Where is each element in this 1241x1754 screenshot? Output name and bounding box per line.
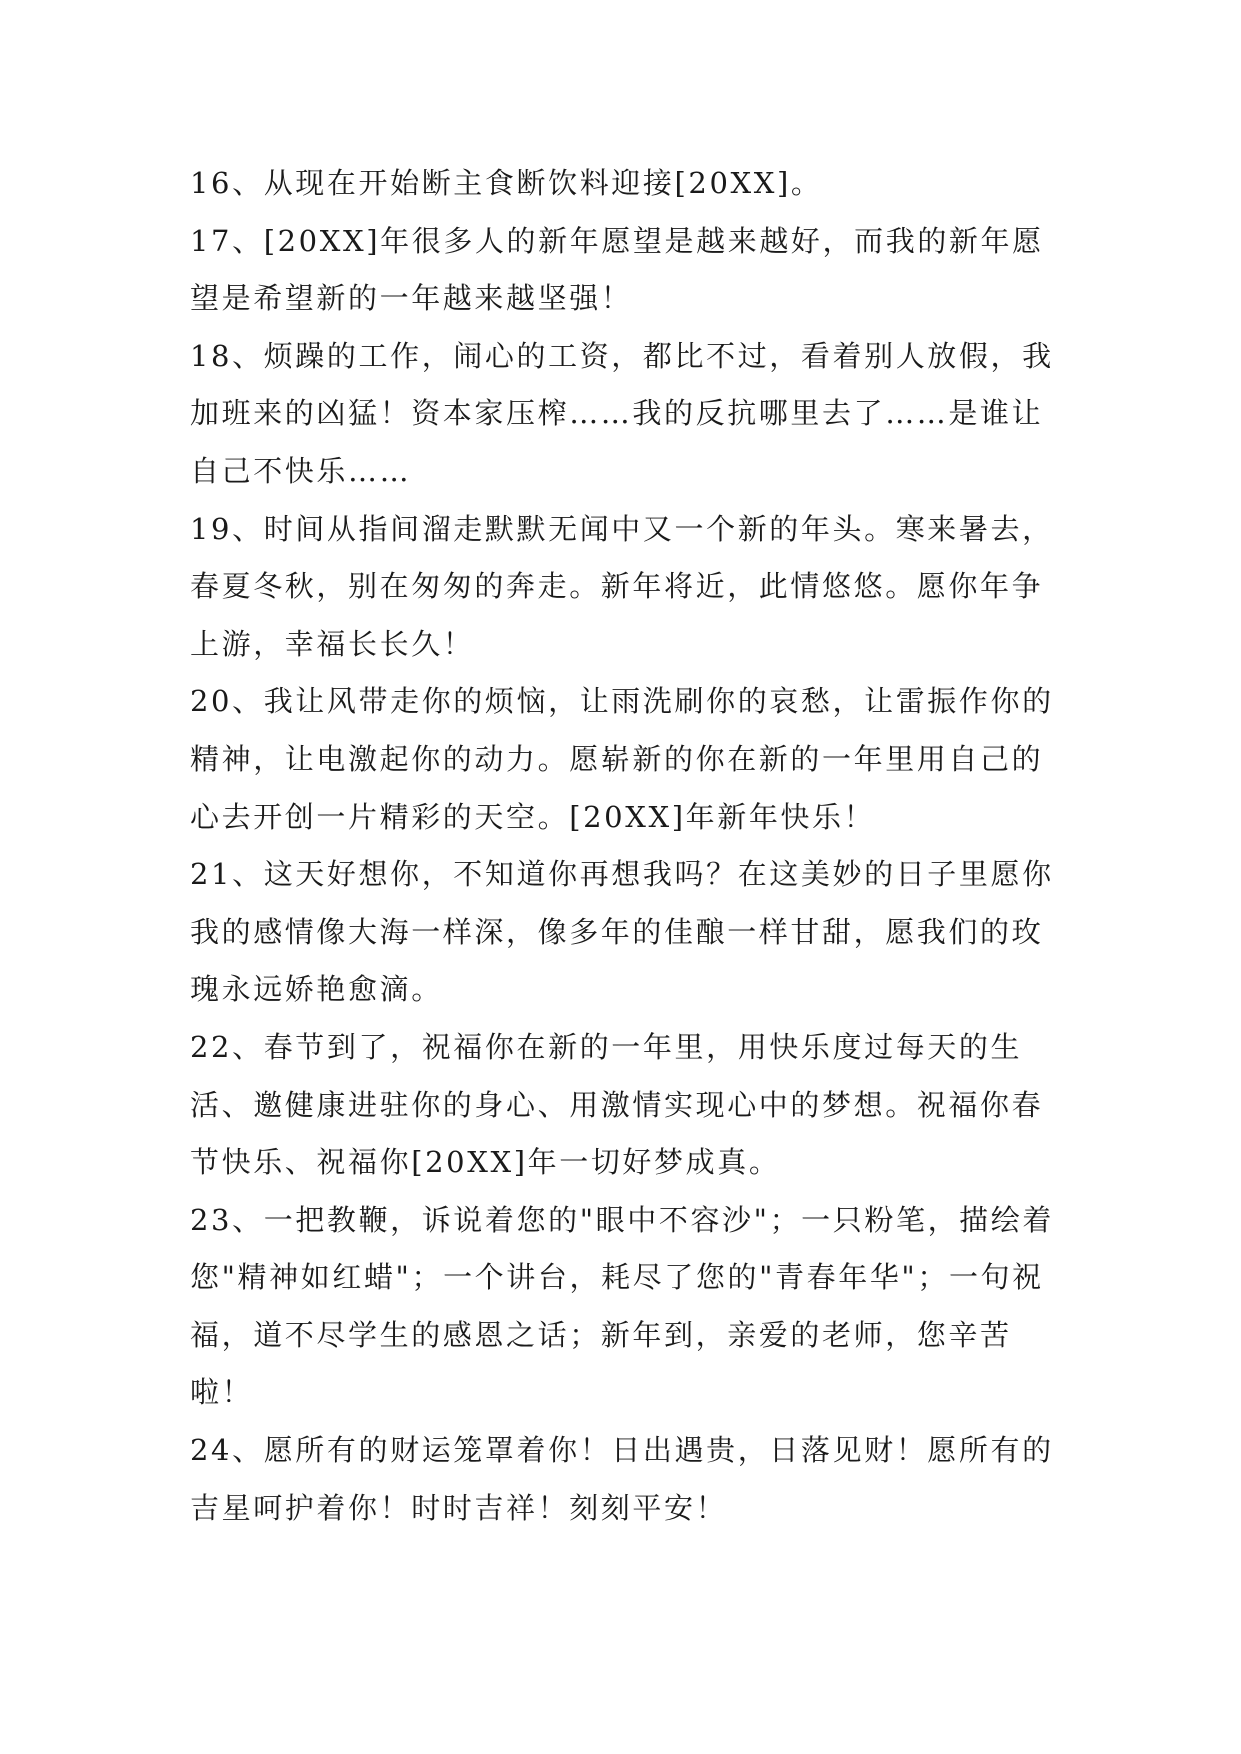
paragraph-21: 21、这天好想你，不知道你再想我吗？在这美妙的日子里愿你我的感情像大海一样深，像多年的佳酿一样甘甜，愿我们的玫瑰永远娇艳愈滴。	[190, 857, 1054, 1007]
paragraph-16: 16、从现在开始断主食断饮料迎接[20XX]。	[190, 166, 823, 200]
paragraph-19: 19、时间从指间溜走默默无闻中又一个新的年头。寒来暑去，春夏冬秋，别在匆匆的奔走。新年将近，此情悠悠。愿你年争上游，幸福长长久！	[190, 511, 1054, 661]
paragraph-20: 20、我让风带走你的烦恼，让雨洗刷你的哀愁，让雷振作你的精神，让电激起你的动力。愿崭新的你在新的一年里用自己的心去开创一片精彩的天空。[20XX]年新年快乐！	[190, 684, 1054, 834]
paragraph-18: 18、烦躁的工作，闹心的工资，都比不过，看着别人放假，我加班来的凶猛！资本家压榨……我的反抗哪里去了……是谁让自己不快乐……	[190, 338, 1054, 488]
document-body	[190, 155, 1060, 1537]
paragraph-23: 23、一把教鞭，诉说着您的"眼中不容沙"；一只粉笔，描绘着您"精神如红蜡"；一个讲台，耗尽了您的"青春年华"；一句祝福，道不尽学生的感恩之话；新年到，亲爱的老师，您辛苦啦！	[190, 1202, 1054, 1410]
paragraph-17: 17、[20XX]年很多人的新年愿望是越来越好，而我的新年愿望是希望新的一年越来越坚强！	[190, 223, 1044, 316]
paragraph-24: 24、愿所有的财运笼罩着你！日出遇贵，日落见财！愿所有的吉星呵护着你！时时吉祥！刻刻平安！	[190, 1433, 1054, 1525]
paragraph-22: 22、春节到了，祝福你在新的一年里，用快乐度过每天的生活、邀健康进驻你的身心、用激情实现心中的梦想。祝福你春节快乐、祝福你[20XX]年一切好梦成真。	[190, 1029, 1044, 1180]
